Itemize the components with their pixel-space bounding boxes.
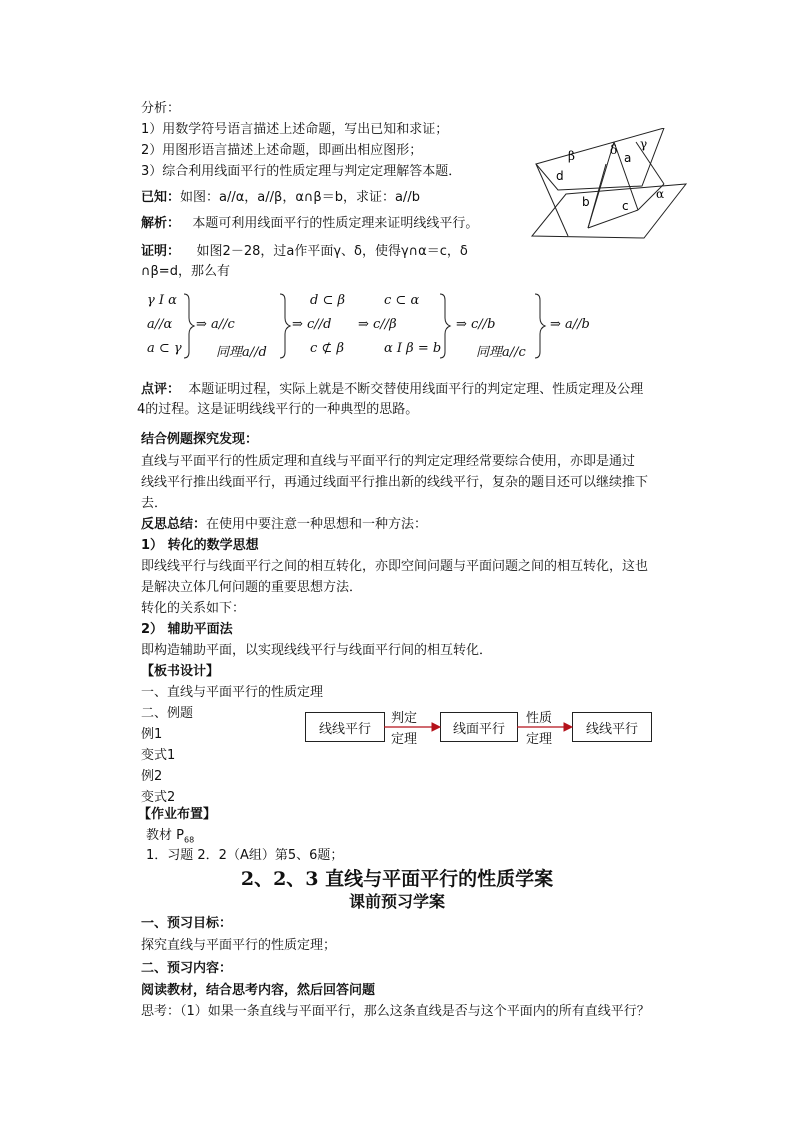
- solution-label: 解析：: [141, 216, 181, 231]
- proof-line-1: [141, 242, 468, 262]
- deriv-r3: ⇒ c//b: [456, 317, 496, 332]
- deriv-r1b: 同理a//d: [216, 345, 267, 360]
- proof-label: 证明：: [141, 244, 181, 259]
- proof-line-2: ∩β=d，那么有: [141, 264, 230, 279]
- fig-label-b: b: [582, 195, 590, 209]
- flow-box-line-line-2: 线线平行: [572, 712, 652, 742]
- deriv-g3-2: ⇒ c//β: [358, 317, 397, 332]
- comment-text-1: 本题证明过程，实际上就是不断交替使用线面平行的判定定理、性质定理及公理: [188, 382, 644, 397]
- comment-line-1: [141, 380, 643, 400]
- reflection-point-2-line-1: 即构造辅助平面，以实现线线平行与线面平行间的相互转化．: [141, 643, 493, 658]
- flow-arrow-2-top: 性质: [526, 711, 553, 726]
- board-item-6: 变式2: [141, 790, 176, 805]
- flow-arrow-2-bottom: 定理: [526, 732, 553, 747]
- flow-arrow-1-top: 判定: [391, 711, 418, 726]
- deriv-g2-2: ⇒ c//d: [292, 317, 332, 332]
- board-item-5: 例2: [141, 769, 163, 784]
- discovery-heading: 结合例题探究发现：: [141, 432, 259, 447]
- flow-arrow-1-bottom: 定理: [391, 732, 418, 747]
- fig-label-alpha: α: [656, 187, 665, 201]
- known-label: 已知：: [141, 190, 181, 205]
- reflection-text: 在使用中要注意一种思想和一种方法：: [206, 517, 428, 532]
- preview-content-heading: 二、预习内容：: [141, 961, 233, 976]
- fig-label-gamma: γ: [640, 137, 648, 151]
- known-line: [141, 188, 420, 208]
- analysis-item-2: 2）用图形语言描述上述命题，即画出相应图形；: [141, 143, 423, 158]
- deriv-final: ⇒ a//b: [550, 317, 590, 332]
- preview-goal-heading: 一、预习目标：: [141, 916, 233, 931]
- flow-box-line-line: 线线平行: [305, 712, 385, 742]
- analysis-item-1: 1）用数学符号语言描述上述命题，写出已知和求证；: [141, 122, 449, 137]
- board-item-1: 一、直线与平面平行的性质定理: [141, 685, 324, 700]
- reflection-line: [141, 515, 427, 535]
- homework-line-2: 1．习题 2．2（A组）第5、6题；: [146, 848, 344, 863]
- deriv-g2-3: c ⊄ β: [310, 341, 344, 356]
- board-item-3: 例1: [141, 727, 163, 742]
- analysis-heading: 分析：: [141, 101, 181, 116]
- reflection-point-1-line-3: 转化的关系如下：: [141, 601, 246, 616]
- planes-figure: [528, 128, 690, 240]
- reflection-point-1-line-2: 是解决立体几何问题的重要思想方法．: [141, 580, 363, 595]
- plan-subtitle: 课前预习学案: [348, 892, 445, 911]
- reflection-point-1-title: 1） 转化的数学思想: [141, 538, 259, 553]
- homework-heading: 【作业布置】: [138, 807, 217, 822]
- reflection-point-2-title: 2） 辅助平面法: [141, 622, 233, 637]
- deriv-g3-3: α I β = b: [384, 341, 442, 356]
- deriv-g1-2: a//α: [147, 317, 173, 332]
- fig-label-a: a: [624, 151, 632, 165]
- fig-label-d: d: [556, 169, 564, 183]
- homework-textbook: 教材 P: [146, 828, 184, 843]
- analysis-item-3: 3）综合利用线面平行的性质定理与判定定理解答本题．: [141, 164, 462, 179]
- deriv-r1: ⇒ a//c: [196, 317, 235, 332]
- reflection-label: 反思总结：: [141, 517, 207, 532]
- homework-page: 68: [183, 835, 195, 845]
- preview-goal-text: 探究直线与平面平行的性质定理；: [141, 938, 337, 953]
- discovery-line-3: 去．: [141, 496, 168, 511]
- board-heading: 【板书设计】: [141, 664, 220, 679]
- preview-question-1: 思考：（1）如果一条直线与平面平行，那么这条直线是否与这个平面内的所有直线平行？: [141, 1004, 650, 1019]
- solution-text: 本题可利用线面平行的性质定理来证明线线平行。: [192, 216, 479, 231]
- plan-title: 2、2、3 直线与平面平行的性质学案: [240, 868, 554, 890]
- deriv-g1-3: a ⊂ γ: [147, 341, 182, 356]
- known-text: 如图：a//α，a//β，α∩β＝b，求证：a//b: [180, 190, 420, 205]
- preview-instruction: 阅读教材，结合思考内容，然后回答问题: [141, 983, 376, 998]
- solution-line: [141, 214, 478, 234]
- fig-label-beta: β: [568, 149, 575, 163]
- discovery-line-2: 线线平行推出线面平行，再通过线面平行推出新的线线平行，复杂的题目还可以继续推下: [141, 475, 649, 490]
- deriv-g3-1: c ⊂ α: [384, 293, 420, 308]
- board-item-2: 二、例题: [141, 706, 194, 721]
- fig-label-delta: δ: [610, 143, 618, 157]
- board-item-4: 变式1: [141, 748, 176, 763]
- fig-label-c: c: [622, 199, 629, 213]
- comment-line-2: 4的过程。这是证明线线平行的一种典型的思路。: [137, 402, 419, 417]
- deriv-g1-1: γ I α: [147, 293, 177, 308]
- proof-text-1: 如图2－28，过a作平面γ、δ，使得γ∩α＝c，δ: [196, 244, 468, 259]
- reflection-point-1-line-1: 即线线平行与线面平行之间的相互转化，亦即空间问题与平面问题之间的相互转化，这也: [141, 559, 649, 574]
- deriv-g2-1: d ⊂ β: [310, 293, 345, 308]
- deriv-r3b: 同理a//c: [476, 345, 526, 360]
- flow-box-line-plane: 线面平行: [440, 712, 518, 742]
- comment-label: 点评：: [141, 382, 181, 397]
- discovery-line-1: 直线与平面平行的性质定理和直线与平面平行的判定定理经常要综合使用，亦即是通过: [141, 454, 636, 469]
